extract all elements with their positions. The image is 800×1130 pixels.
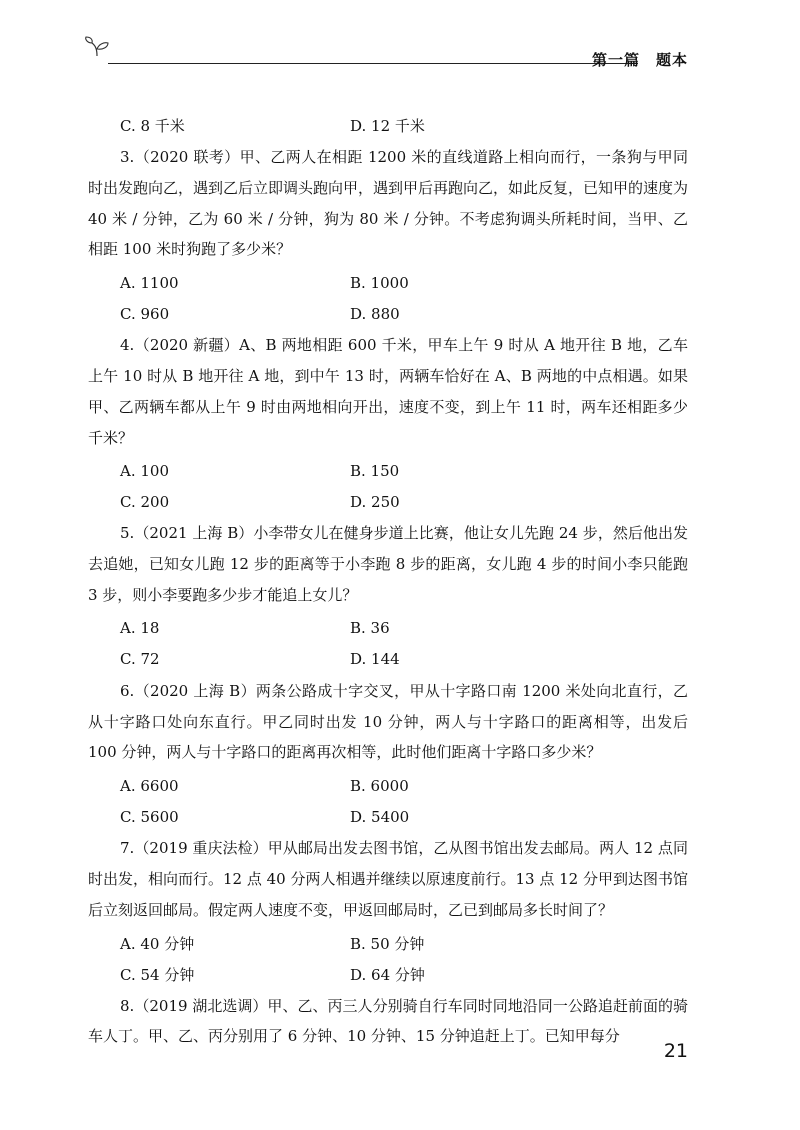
question-block (88, 330, 688, 517)
answer-option: A. 40 分钟 (120, 934, 195, 953)
answer-option: A. 100 (120, 461, 169, 480)
page-number: 21 (663, 1040, 688, 1062)
answer-option: B. 36 (350, 619, 390, 638)
question-block (88, 676, 688, 832)
option-c: C. 8 千米 (120, 117, 185, 135)
answer-option: C. 5600 (120, 807, 179, 826)
options-row (88, 455, 688, 486)
answer-option: B. 50 分钟 (350, 934, 425, 953)
options-row (88, 613, 688, 644)
question-stem: 7.（2019 重庆法检）甲从邮局出发去图书馆，乙从图书馆出发去邮局。两人 12 点同时出发，相向而行。12 点 40 分两人相遇并继续以原速度前行。13 点 12 分甲到达图书馆后立刻返回邮局。假定两人速度不变，甲返回邮局时，乙已到邮局多长时间了？ (88, 839, 688, 919)
answer-option: D. 880 (350, 304, 400, 323)
answer-option: C. 200 (120, 492, 170, 511)
options-row (88, 770, 688, 801)
carryover-options-row (88, 110, 688, 141)
options-row (88, 298, 688, 329)
answer-option: D. 250 (350, 492, 400, 511)
options-row (88, 486, 688, 517)
header-divider (108, 63, 638, 64)
answer-option: A. 6600 (120, 776, 179, 795)
question-stem: 5.（2021 上海 B）小李带女儿在健身步道上比赛，他让女儿先跑 24 步，然后他出发去追她，已知女儿跑 12 步的距离等于小李跑 8 步的距离，女儿跑 4 步的时间小李只能跑 3 步，则小李要跑多少步才能追上女儿？ (88, 524, 688, 604)
answer-option: B. 6000 (350, 776, 409, 795)
answer-option: C. 72 (120, 650, 160, 669)
question-block (88, 833, 688, 989)
options-row (88, 801, 688, 832)
answer-option: D. 64 分钟 (350, 965, 425, 984)
question-block (88, 518, 688, 674)
options-row (88, 644, 688, 675)
section-title: 第一篇 题本 (591, 51, 688, 69)
answer-option: A. 1100 (120, 273, 179, 292)
question-list (88, 110, 688, 1054)
question-block (88, 142, 688, 329)
question-stem: 4.（2020 新疆）A、B 两地相距 600 千米，甲车上午 9 时从 A 地开往 B 地，乙车上午 10 时从 B 地开往 A 地，到中午 13 时，两辆车恰好在 A、B 两地的中点相遇。如果甲、乙两辆车都从上午 9 时由两地相向开出，速度不变，到上午 11 时，两车还相距多少千米？ (88, 336, 688, 447)
answer-option: C. 960 (120, 304, 170, 323)
answer-option: D. 144 (350, 650, 400, 669)
answer-option: D. 5400 (350, 807, 410, 826)
answer-option: B. 150 (350, 461, 400, 480)
sprout-icon (84, 36, 110, 58)
options-row (88, 959, 688, 990)
answer-option: C. 54 分钟 (120, 965, 195, 984)
question-stem: 8.（2019 湖北选调）甲、乙、丙三人分别骑自行车同时同地沿同一公路追赶前面的骑车人丁。甲、乙、丙分别用了 6 分钟、10 分钟、15 分钟追赶上丁。已知甲每分 (88, 996, 688, 1046)
question-stem: 6.（2020 上海 B）两条公路成十字交叉，甲从十字路口南 1200 米处向北直行，乙从十字路口处向东直行。甲乙同时出发 10 分钟，两人与十字路口的距离相等，出发后 100 分钟，两人与十字路口的距离再次相等，此时他们距离十字路口多少米？ (88, 681, 688, 762)
question-stem: 3.（2020 联考）甲、乙两人在相距 1200 米的直线道路上相向而行，一条狗与甲同时出发跑向乙，遇到乙后立即调头跑向甲，遇到甲后再跑向乙，如此反复，已知甲的速度为 40 米 / 分钟，乙为 60 米 / 分钟，狗为 80 米 / 分钟。不考虑狗调头所耗时间，当甲、乙相距 100 米时狗跑了多少米？ (88, 148, 689, 259)
answer-option: B. 1000 (350, 273, 409, 292)
answer-option: A. 18 (120, 619, 160, 638)
page-header (0, 0, 800, 80)
option-d: D. 12 千米 (350, 117, 425, 135)
question-block (88, 991, 688, 1053)
options-row (88, 928, 688, 959)
options-row (88, 267, 688, 298)
